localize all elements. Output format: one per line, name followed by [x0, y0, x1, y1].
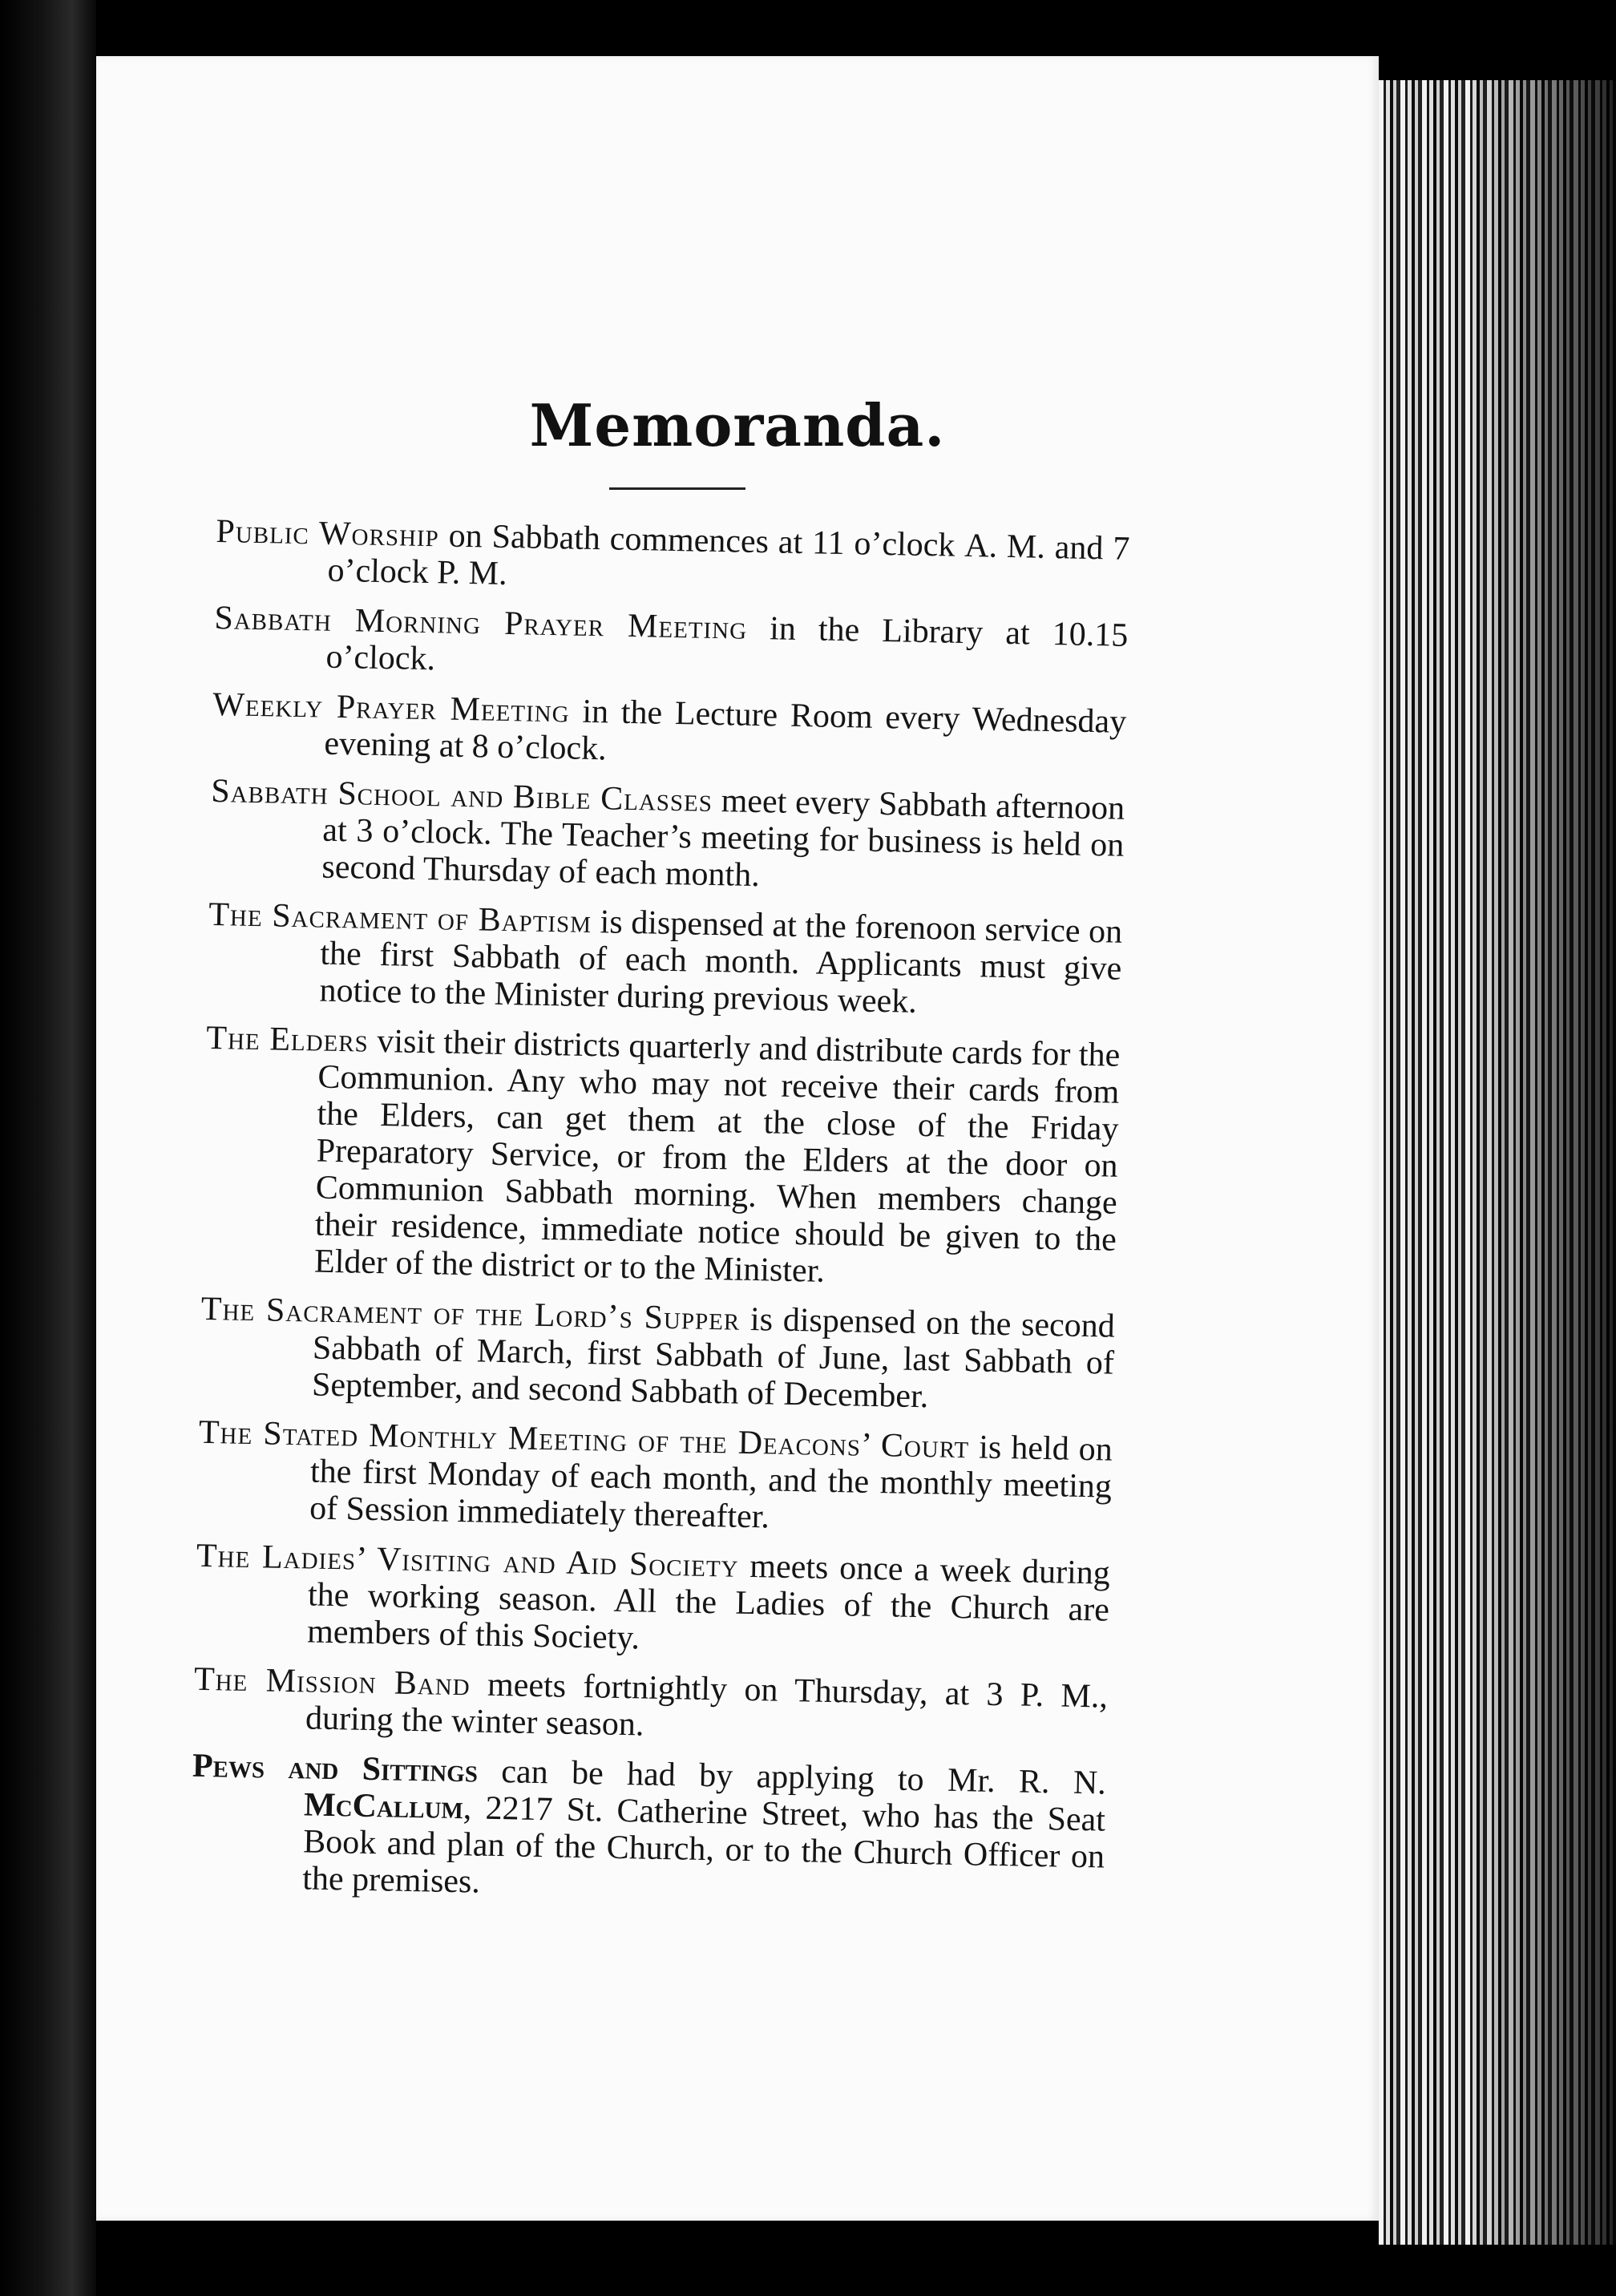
entry-lead: Sabbath School and Bible Classes — [210, 772, 713, 819]
entry-deacons-court — [197, 1414, 1113, 1542]
entry-sabbath-school — [209, 773, 1125, 901]
entry-baptism — [207, 896, 1122, 1025]
entry-elders — [202, 1020, 1121, 1296]
entry-text: meets fortnightly on Thursday, at 3 — [470, 1666, 1021, 1714]
entry-lead: The Ladies’ Visiting and Aid Society — [196, 1537, 740, 1585]
entry-lords-supper — [200, 1291, 1115, 1419]
page-title: Memoranda. — [529, 391, 946, 459]
entry-lead: The Elders — [205, 1019, 370, 1060]
entry-lead: The Sacrament of Baptism — [208, 895, 592, 941]
entry-lead: The Stated Monthly Meeting of the Deacons’ Court — [198, 1413, 970, 1466]
entry-lead: The Mission Band — [193, 1660, 471, 1704]
entry-text: can be had by applying to Mr. R. N. — [477, 1752, 1107, 1802]
entry-lead: Public Worship — [216, 513, 440, 555]
entry-pews-sittings — [190, 1748, 1106, 1913]
title-rule — [609, 487, 745, 490]
entry-morning-prayer — [213, 600, 1129, 691]
entry-text: in the Library at 10.15 o’clock. — [325, 609, 1129, 678]
entry-ladies-society — [195, 1538, 1110, 1666]
entry-text: and 7 o’clock — [327, 528, 1130, 592]
entry-text: , 2217 St. Catherine Street, who has the Seat Book and plan of the Church, or to the Church Officer on the premises. — [301, 1789, 1106, 1901]
entry-text: visit their districts quarterly and distribute cards for the Communion. Any who may not receive their cards from the Elders, can get them at the close of the Friday Preparatory Service, or from the Elders at the door on Communion Sabbath morning. When members change their residence, immediate notice should be given to the Elder of the district or to the Minister. — [313, 1022, 1121, 1290]
entry-weekly-prayer — [212, 686, 1127, 778]
entry-text: is held on the first Monday of each month, and the monthly meeting of Session immediately thereafter. — [309, 1429, 1113, 1536]
entry-lead: Pews and Sittings — [192, 1747, 479, 1790]
time-pm: P. M. — [436, 554, 508, 592]
entry-mission-band — [193, 1661, 1109, 1752]
entry-text: is dispensed at the forenoon service on the first Sabbath of each month. Applicants must give notice to the Minister during previous week. — [319, 903, 1123, 1021]
time-pm: P. M. — [1020, 1676, 1100, 1716]
entry-text: on Sabbath commences at 11 o’clock — [438, 517, 965, 564]
entry-text: in the Lecture Room every Wednesday evening at 8 o’clock. — [324, 693, 1127, 768]
entry-text: meets once a week during the working season. All the Ladies of the Church are members of this Society. — [306, 1547, 1111, 1657]
book-binding-edge — [0, 0, 96, 2296]
page-stack-edge — [1379, 80, 1616, 2245]
entry-lead: The Sacrament of the Lord’s Supper — [200, 1290, 741, 1338]
memoranda-list — [190, 513, 1130, 1926]
entry-lead: Sabbath Morning Prayer Meeting — [214, 599, 748, 647]
contact-name: McCallum — [303, 1786, 464, 1827]
time-am: A. M. — [964, 527, 1046, 566]
entry-text: , during the winter season. — [305, 1678, 1109, 1744]
entry-text: is dispensed on the second Sabbath of March, first Sabbath of June, last Sabbath of September, and second Sabbath of December. — [311, 1300, 1116, 1416]
entry-lead: Weekly Prayer Meeting — [212, 685, 571, 730]
entry-text: meet every Sabbath afternoon at 3 o’clock. The Teacher’s meeting for business is held on second Thursday of each month. — [321, 782, 1125, 895]
